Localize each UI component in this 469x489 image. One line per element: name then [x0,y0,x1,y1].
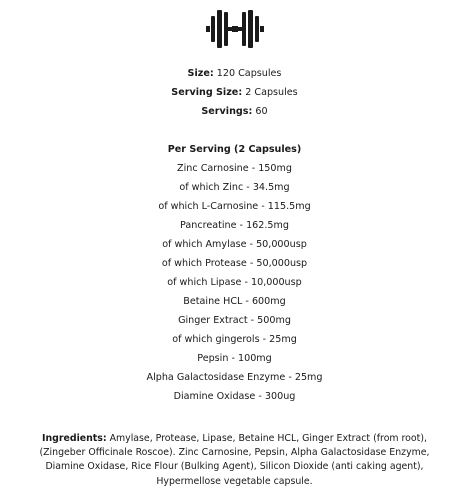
nutrient-row: of which Protease - 50,000usp [161,258,308,269]
ingredients-paragraph [26,432,443,489]
ingredients-text: Amylase, Protease, Lipase, Betaine HCL, Ginger Extract (from root), (Zingeber Officinale Roscoe). Zinc Carnosine, Pepsin, Alpha Galactosidase Enzyme, Diamine Oxidase, Rice Flour (Bulking Agent), Silicon Dioxide (anti caking agent), Hypermellose vegetable capsule. [39,433,430,487]
dumbbell-icon [206,8,264,50]
size-value: 120 Capsules [216,68,282,79]
per-serving-heading: Per Serving (2 Capsules) [167,144,302,155]
nutrient-row: Pancreatine - 162.5mg [180,220,289,231]
size-row [0,67,469,80]
servings-label: Servings: [201,106,253,117]
servings-row [0,105,469,118]
size-label: Size: [187,68,214,79]
nutrient-row: Zinc Carnosine - 150mg [177,163,292,174]
nutrient-row: of which Lipase - 10,000usp [167,277,302,288]
nutrient-row: Pepsin - 100mg [197,353,272,364]
serving-size-value: 2 Capsules [245,87,298,98]
nutrient-row: Alpha Galactosidase Enzyme - 25mg [146,372,323,383]
nutrient-row: Diamine Oxidase - 300ug [173,391,296,402]
serving-size-label: Serving Size: [171,87,243,98]
servings-value: 60 [255,106,268,117]
nutrient-row: of which Zinc - 34.5mg [179,182,290,193]
nutrient-row: of which gingerols - 25mg [172,334,297,345]
serving-size-row [0,86,469,99]
nutrient-row: of which L-Carnosine - 115.5mg [158,201,311,212]
nutrient-row: Ginger Extract - 500mg [178,315,291,326]
nutrient-row: of which Amylase - 50,000usp [162,239,307,250]
nutrient-row: Betaine HCL - 600mg [183,296,286,307]
ingredients-label: Ingredients: [42,433,107,444]
